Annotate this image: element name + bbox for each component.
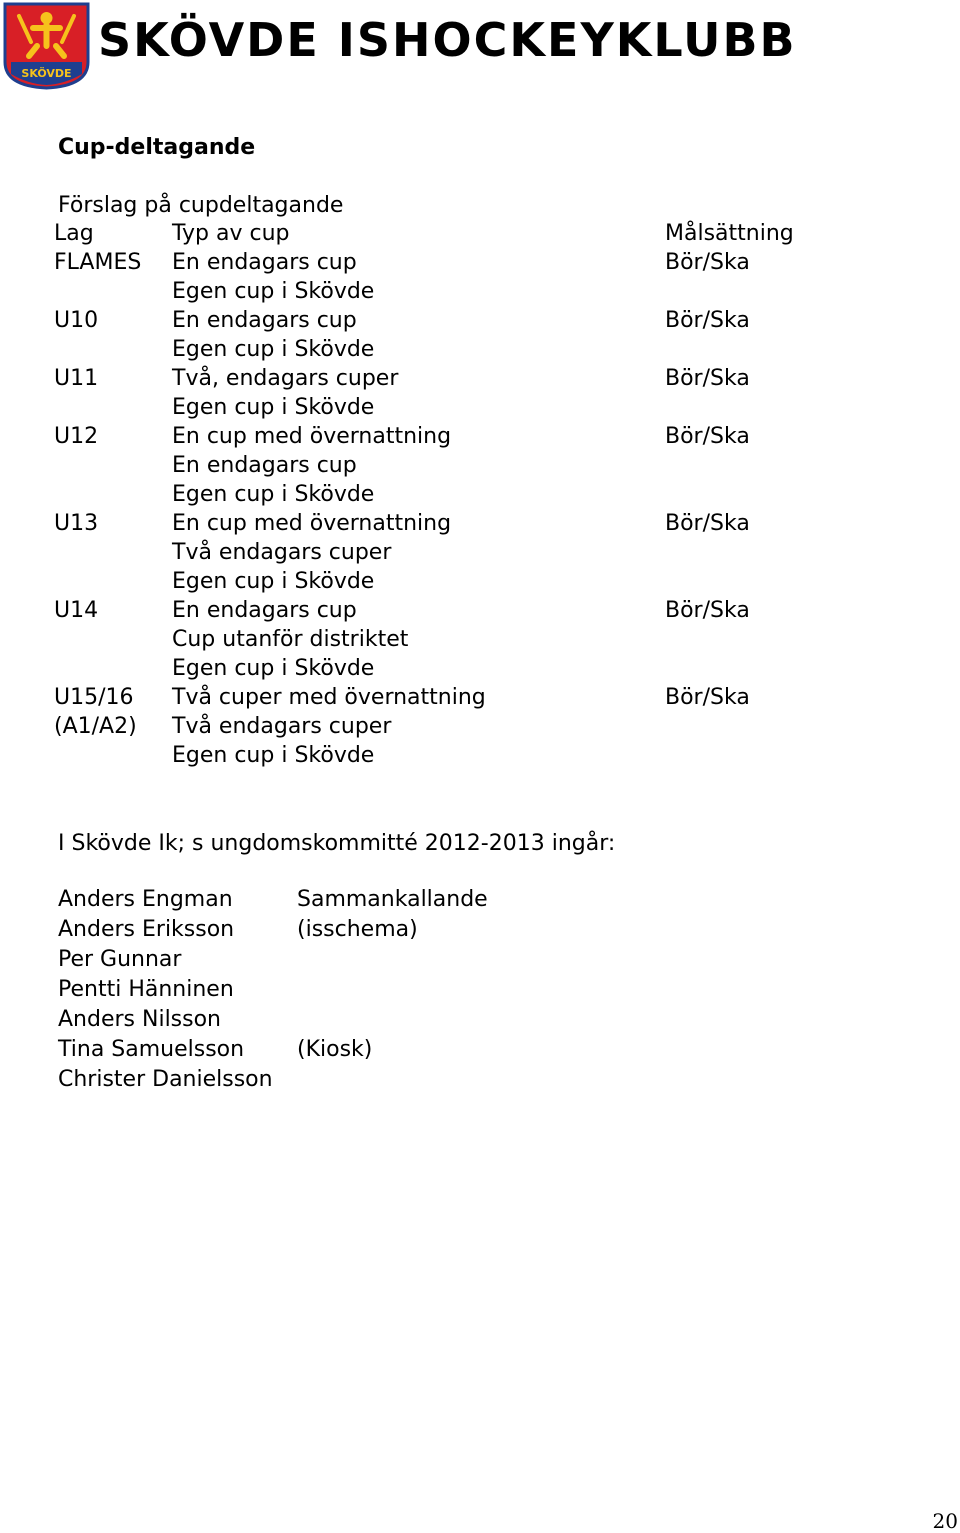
cup-type-cell: En cup med övernattning <box>172 511 452 536</box>
cup-type-cell: Två, endagars cuper <box>172 366 399 391</box>
list-item <box>58 1065 658 1095</box>
member-name: Anders Eriksson <box>58 917 235 942</box>
cup-type-cell: Egen cup i Skövde <box>172 482 375 507</box>
goal-cell: Bör/Ska <box>665 308 750 333</box>
goal-cell: Bör/Ska <box>665 424 750 449</box>
cup-type-cell: En endagars cup <box>172 250 357 275</box>
table-row <box>54 451 854 480</box>
header-cup-type: Typ av cup <box>172 221 290 246</box>
member-name: Christer Danielsson <box>58 1067 273 1092</box>
member-role: (isschema) <box>297 917 418 942</box>
cup-type-cell: En endagars cup <box>172 308 357 333</box>
cup-type-cell: Två endagars cuper <box>172 714 392 739</box>
cup-type-cell: Egen cup i Skövde <box>172 656 375 681</box>
member-role: Sammankallande <box>297 887 488 912</box>
section-title: Cup-deltagande <box>58 135 256 160</box>
table-row <box>54 712 854 741</box>
table-row <box>54 683 854 712</box>
team-cell: FLAMES <box>54 250 142 275</box>
committee-member-list <box>58 885 658 1095</box>
member-name: Tina Samuelsson <box>58 1037 245 1062</box>
table-row <box>54 480 854 509</box>
table-row <box>54 741 854 770</box>
team-cell: (A1/A2) <box>54 714 137 739</box>
table-row <box>54 364 854 393</box>
proposal-heading: Förslag på cupdeltagande <box>58 193 344 218</box>
table-row <box>54 567 854 596</box>
member-role: (Kiosk) <box>297 1037 373 1062</box>
member-name: Pentti Hänninen <box>58 977 234 1002</box>
cup-type-cell: Egen cup i Skövde <box>172 337 375 362</box>
goal-cell: Bör/Ska <box>665 511 750 536</box>
svg-text:SKÖVDE: SKÖVDE <box>21 67 72 80</box>
list-item <box>58 975 658 1005</box>
member-name: Anders Engman <box>58 887 233 912</box>
table-row <box>54 306 854 335</box>
goal-cell: Bör/Ska <box>665 366 750 391</box>
table-row <box>54 277 854 306</box>
committee-heading: I Skövde Ik; s ungdomskommitté 2012-2013 ingår: <box>58 831 616 856</box>
club-logo <box>3 2 90 90</box>
team-cell: U12 <box>54 424 99 449</box>
cup-table <box>54 219 854 770</box>
table-row <box>54 393 854 422</box>
table-row <box>54 248 854 277</box>
member-name: Anders Nilsson <box>58 1007 222 1032</box>
cup-type-cell: En cup med övernattning <box>172 424 452 449</box>
cup-type-cell: Cup utanför distriktet <box>172 627 409 652</box>
page-number: 20 <box>932 1509 958 1533</box>
goal-cell: Bör/Ska <box>665 250 750 275</box>
header-goal: Målsättning <box>665 221 794 246</box>
goal-cell: Bör/Ska <box>665 598 750 623</box>
team-cell: U15/16 <box>54 685 134 710</box>
cup-type-cell: En endagars cup <box>172 598 357 623</box>
table-row <box>54 509 854 538</box>
goal-cell: Bör/Ska <box>665 685 750 710</box>
cup-type-cell: Två cuper med övernattning <box>172 685 486 710</box>
cup-type-cell: Två endagars cuper <box>172 540 392 565</box>
list-item <box>58 915 658 945</box>
table-row <box>54 625 854 654</box>
cup-type-cell: Egen cup i Skövde <box>172 743 375 768</box>
team-cell: U13 <box>54 511 99 536</box>
club-title: SKÖVDE ISHOCKEYKLUBB <box>98 13 797 67</box>
table-row <box>54 538 854 567</box>
team-cell: U10 <box>54 308 99 333</box>
table-header-row <box>54 219 854 248</box>
list-item <box>58 1035 658 1065</box>
cup-type-cell: Egen cup i Skövde <box>172 569 375 594</box>
list-item <box>58 945 658 975</box>
table-row <box>54 596 854 625</box>
table-row <box>54 422 854 451</box>
cup-type-cell: Egen cup i Skövde <box>172 395 375 420</box>
list-item <box>58 885 658 915</box>
header-team: Lag <box>54 221 94 246</box>
cup-type-cell: Egen cup i Skövde <box>172 279 375 304</box>
cup-type-cell: En endagars cup <box>172 453 357 478</box>
team-cell: U14 <box>54 598 99 623</box>
table-row <box>54 335 854 364</box>
member-name: Per Gunnar <box>58 947 182 972</box>
table-row <box>54 654 854 683</box>
page-header <box>0 0 960 95</box>
list-item <box>58 1005 658 1035</box>
team-cell: U11 <box>54 366 99 391</box>
